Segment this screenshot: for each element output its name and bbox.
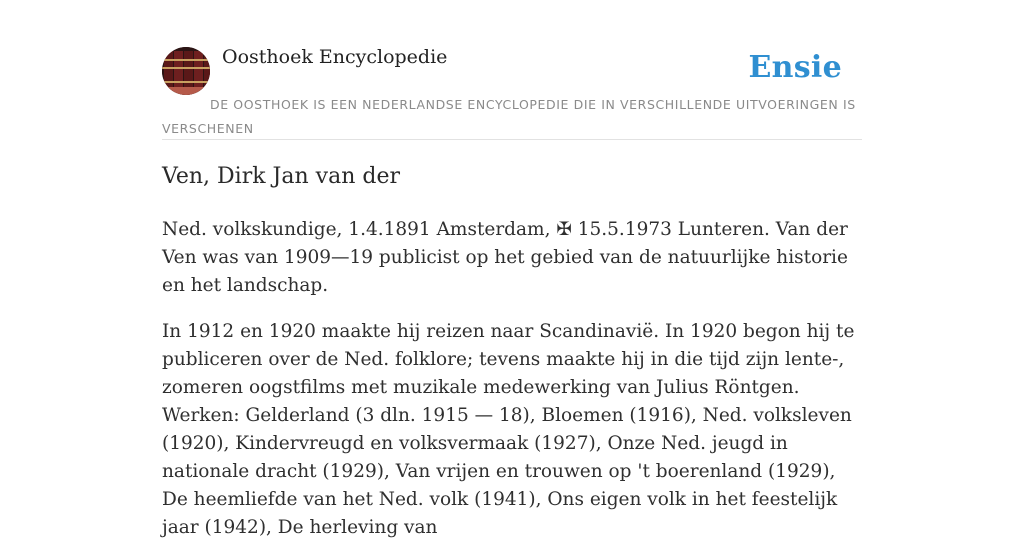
page-title: Ven, Dirk Jan van der — [162, 164, 400, 189]
site-tagline: DE OOSTHOEK IS EEN NEDERLANDSE ENCYCLOPEDIE DIE IN VERSCHILLENDE UITVOERINGEN IS VERSCHENEN — [162, 97, 856, 136]
article-paragraph: Ned. volkskundige, 1.4.1891 Amsterdam, ✠ 15.5.1973 Lunteren. Van der Ven was van 1909—19 publicist op het gebied van de natuurlijke historie en het landschap. — [162, 219, 848, 296]
brand-logo[interactable]: Ensie — [748, 50, 842, 85]
article-body — [162, 216, 862, 560]
site-header — [162, 46, 862, 140]
encyclopedia-books-icon[interactable] — [162, 47, 210, 95]
site-name[interactable]: Oosthoek Encyclopedie — [222, 46, 448, 68]
header-divider — [162, 139, 862, 140]
article-paragraph: In 1912 en 1920 maakte hij reizen naar Scandinavië. In 1920 begon hij te publiceren over de Ned. folklore; tevens maakte hij in die tijd zijn lente-, zomeren oogstfilms met muzikale medewerking van Julius Röntgen. Werken: Gelderland (3 dln. 1915 — 18), Bloemen (1916), Ned. volksleven (1920), Kindervreugd en volksvermaak (1927), Onze Ned. jeugd in nationale dracht (1929), Van vrijen en trouwen op 't boerenland (1929), De heemliefde van het Ned. volk (1941), Ons eigen volk in het feestelijk jaar (1942), De herleving van — [162, 321, 855, 538]
